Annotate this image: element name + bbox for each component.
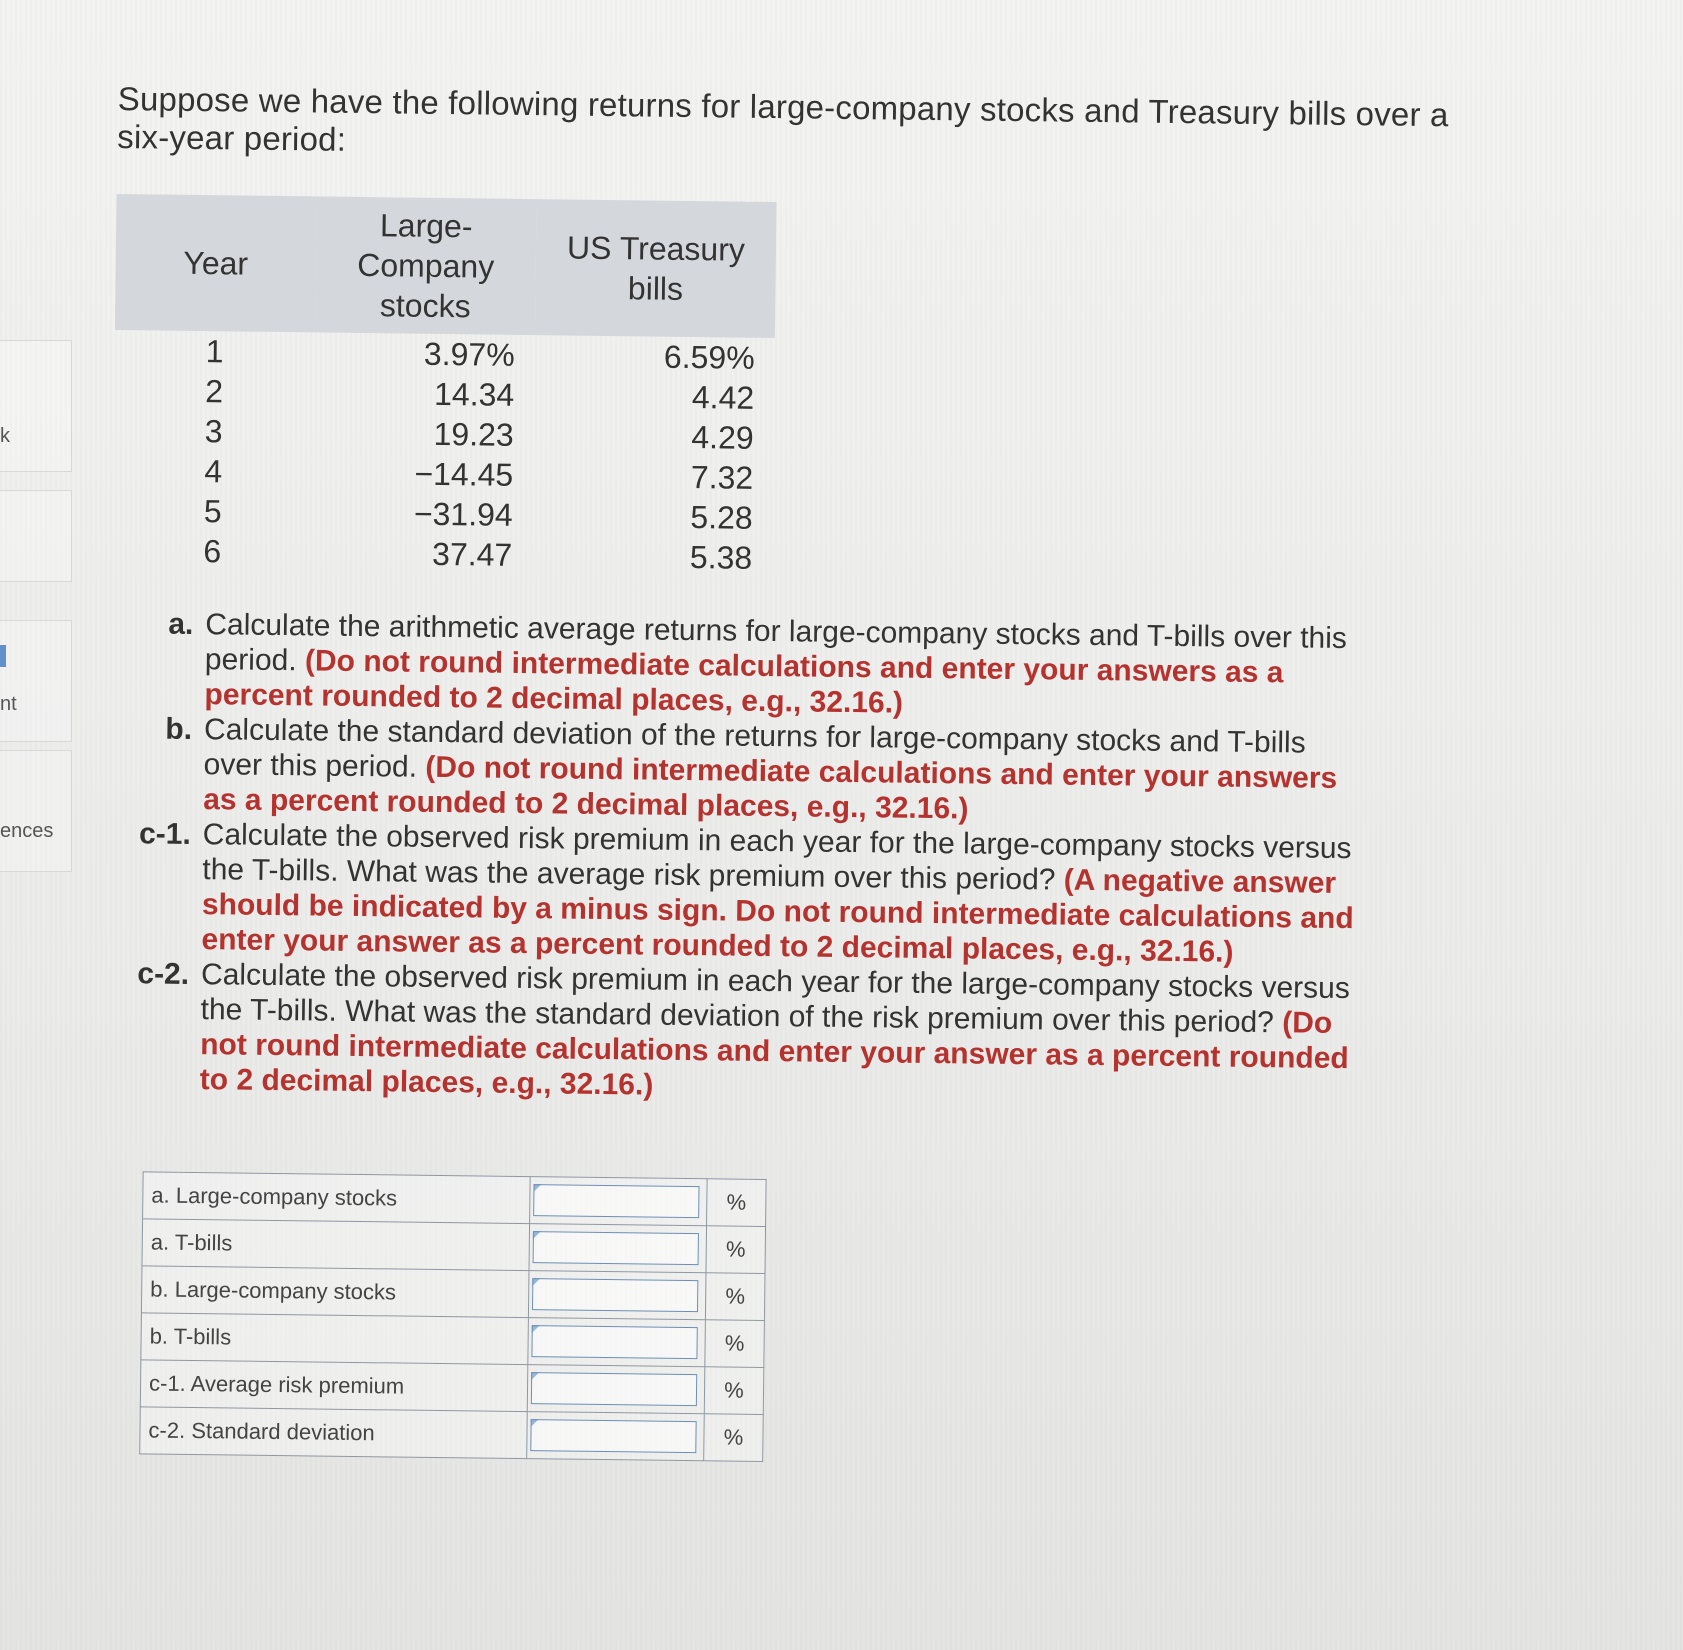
percent-unit: % (707, 1179, 767, 1227)
answer-row (142, 1219, 766, 1274)
returns-table-header (115, 194, 777, 338)
sidebar-box (0, 620, 72, 742)
tbill-return-cell: 6.59% (663, 338, 755, 376)
answer-table (139, 1171, 766, 1462)
answer-label: b. T-bills (141, 1313, 529, 1365)
answer-input-cell (529, 1224, 707, 1273)
answer-label: c-1. Average risk premium (140, 1360, 528, 1412)
answer-label: b. Large-company stocks (141, 1266, 529, 1318)
year-cell: 4 (204, 453, 223, 490)
answer-input-cell (527, 1412, 705, 1461)
header-year: Year (115, 194, 317, 332)
percent-unit: % (706, 1226, 766, 1274)
answer-row (140, 1407, 764, 1462)
returns-table (112, 194, 777, 578)
lcs-return-cell: −14.45 (414, 455, 514, 493)
sidebar-text-fragment: k (0, 425, 10, 447)
question-label: c-2. (137, 957, 190, 991)
c2-standard-deviation-input[interactable] (530, 1419, 696, 1453)
answer-label: a. Large-company stocks (143, 1172, 531, 1224)
tbill-return-cell: 5.38 (689, 539, 753, 576)
header-us-treasury-bills: US Treasury bills (535, 199, 777, 338)
question-label: c-1. (138, 817, 191, 851)
question-b (121, 711, 1362, 831)
lcs-return-cell: 3.97% (423, 335, 515, 373)
question-prompt: Calculate the observed risk premium in each year for the large-company stocks versus the T-bills. What was the average risk premium over this period? (202, 818, 1352, 897)
question-list (106, 606, 1502, 1113)
answer-label: c-2. Standard deviation (140, 1407, 528, 1459)
question-instructions: (Do not round intermediate calculations and enter your answers as a percent rounded to 2 decimal places, e.g., 32.16.) (204, 644, 1284, 720)
lcs-return-cell: −31.94 (413, 495, 513, 533)
answer-label: a. T-bills (142, 1219, 530, 1271)
left-sidebar-fragment (0, 0, 70, 1650)
question-label: a. (168, 607, 194, 641)
tbill-return-cell: 4.42 (691, 379, 755, 416)
sidebar-box (0, 340, 72, 472)
year-cell: 5 (203, 493, 222, 530)
percent-unit: % (705, 1320, 765, 1368)
sidebar-box (0, 490, 72, 582)
lcs-return-cell: 19.23 (433, 415, 514, 453)
question-instructions: (Do not round intermediate calculations and enter your answers as a percent rounded to 2 decimal places, e.g., 32.16.) (203, 750, 1338, 826)
year-cell: 2 (205, 373, 224, 410)
question-content (101, 80, 1508, 1471)
c1-average-risk-premium-input[interactable] (531, 1372, 697, 1406)
answer-input-cell (528, 1271, 706, 1320)
percent-unit: % (705, 1273, 765, 1321)
a-large-company-stocks-input[interactable] (533, 1184, 699, 1218)
header-large-company-stocks: Large-Company stocks (315, 196, 537, 335)
answer-row (143, 1172, 767, 1227)
question-label: b. (165, 712, 193, 746)
question-c2 (118, 956, 1360, 1111)
question-instructions: (A negative answer should be indicated by a minus sign. Do not round intermediate calculations and enter your answer as a percent rounded to 2 decimal places, e.g., 32.16.) (201, 863, 1354, 969)
question-c1 (119, 816, 1361, 971)
question-prompt: Calculate the standard deviation of the returns for large-company stocks and T-bills over this period. (203, 713, 1306, 784)
answer-row (140, 1360, 764, 1415)
answer-input-cell (530, 1177, 708, 1226)
answer-row (141, 1266, 765, 1321)
answer-input-cell (527, 1365, 705, 1414)
question-text (203, 712, 1362, 831)
table-row (112, 530, 772, 578)
answer-input-cell (528, 1318, 706, 1367)
sidebar-text-fragment: nt (0, 693, 17, 715)
b-t-bills-input[interactable] (531, 1325, 697, 1359)
b-large-company-stocks-input[interactable] (532, 1278, 698, 1312)
question-text (204, 607, 1363, 726)
question-text (200, 957, 1360, 1111)
question-instructions: (Do not round intermediate calculations and enter your answer as a percent rounded to 2 decimal places, e.g., 32.16.) (199, 1006, 1349, 1102)
question-text (201, 817, 1361, 971)
percent-unit: % (704, 1367, 764, 1415)
question-prompt: Calculate the observed risk premium in each year for the large-company stocks versus the T-bills. What was the standard deviation of the risk premium over this period? (200, 958, 1351, 1040)
tbill-return-cell: 7.32 (690, 459, 754, 496)
year-cell: 1 (205, 333, 224, 370)
answer-row (141, 1313, 765, 1368)
percent-unit: % (704, 1414, 764, 1462)
year-cell: 6 (203, 533, 222, 570)
lcs-return-cell: 37.47 (431, 535, 513, 573)
tbill-return-cell: 4.29 (691, 419, 754, 456)
sidebar-item-references[interactable] (0, 750, 72, 872)
lcs-return-cell: 14.34 (433, 375, 515, 413)
question-prompt: Calculate the arithmetic average returns for large-company stocks and T-bills over this period. (204, 608, 1348, 678)
sidebar-text-fragment: ences (0, 820, 54, 842)
tbill-return-cell: 5.28 (690, 499, 753, 536)
year-cell: 3 (204, 413, 223, 450)
question-intro: Suppose we have the following returns for large-company stocks and Treasury bills over a six-year period: (117, 80, 1449, 158)
question-a (122, 606, 1363, 726)
a-t-bills-input[interactable] (533, 1231, 699, 1265)
